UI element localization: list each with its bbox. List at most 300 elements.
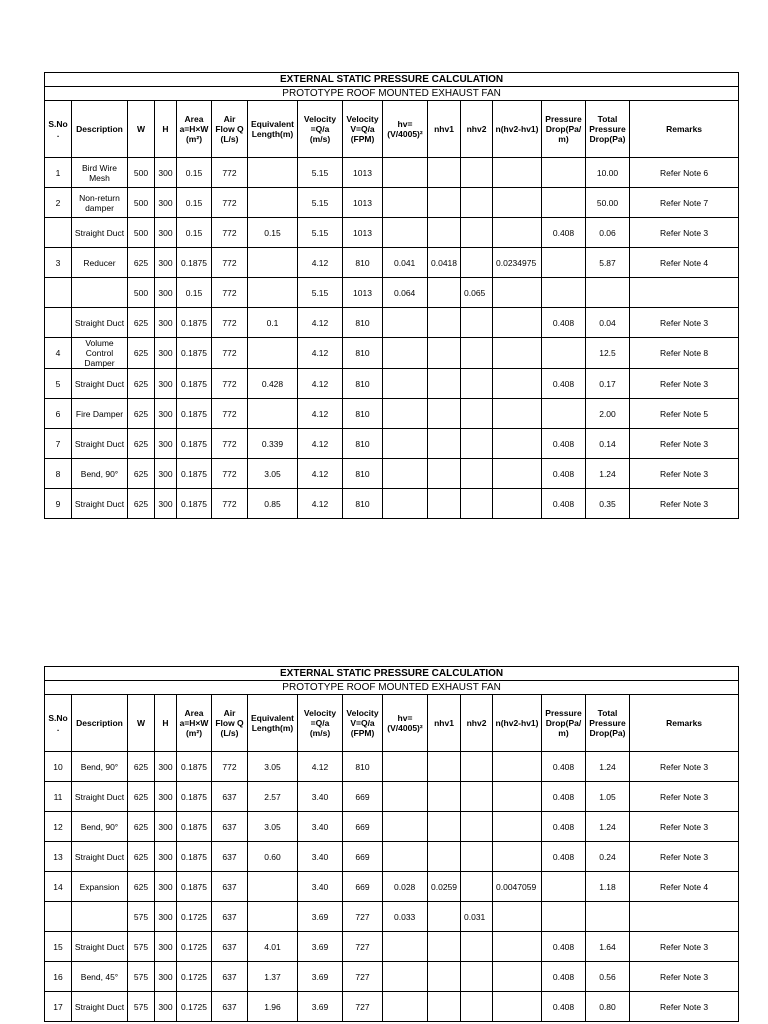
cell-nhv2	[461, 812, 493, 842]
column-header-text: Total Pressure Drop(Pa)	[589, 708, 626, 738]
cell-description: Bend, 45°	[72, 962, 128, 992]
cell-w: 575	[128, 992, 155, 1022]
cell-area: 0.1725	[177, 902, 212, 932]
column-header-hv	[383, 101, 428, 158]
cell-total-pressure-drop: 1.24	[586, 459, 630, 489]
table-subtitle: PROTOTYPE ROOF MOUNTED EXHAUST FAN	[45, 681, 739, 695]
cell-velocity-fpm: 1013	[343, 188, 383, 218]
column-header-text: Air Flow Q (L/s)	[215, 114, 244, 144]
cell-nhv1	[428, 218, 461, 248]
cell-h: 300	[155, 369, 177, 399]
column-header-text: nhv1	[434, 718, 454, 728]
cell-area: 0.1725	[177, 992, 212, 1022]
cell-h: 300	[155, 399, 177, 429]
cell-w: 625	[128, 812, 155, 842]
cell-area: 0.1875	[177, 782, 212, 812]
cell-total-pressure-drop: 1.18	[586, 872, 630, 902]
cell-h: 300	[155, 872, 177, 902]
cell-h: 300	[155, 812, 177, 842]
cell-nhv2	[461, 248, 493, 278]
cell-n-hv2-hv1	[493, 459, 542, 489]
cell-description: Straight Duct	[72, 932, 128, 962]
cell-pressure-drop	[542, 902, 586, 932]
cell-nhv1	[428, 429, 461, 459]
column-header-nhv2	[461, 101, 493, 158]
cell-velocity-fpm: 727	[343, 902, 383, 932]
cell-nhv2	[461, 962, 493, 992]
cell-hv: 0.033	[383, 902, 428, 932]
cell-description: Expansion	[72, 872, 128, 902]
cell-sno: 11	[45, 782, 72, 812]
column-header-area	[177, 695, 212, 752]
cell-n-hv2-hv1	[493, 842, 542, 872]
cell-nhv2	[461, 932, 493, 962]
cell-equivalent-length	[248, 278, 298, 308]
cell-equivalent-length	[248, 248, 298, 278]
column-header-sno	[45, 695, 72, 752]
cell-remarks: Refer Note 7	[630, 188, 739, 218]
cell-nhv2	[461, 429, 493, 459]
cell-sno: 5	[45, 369, 72, 399]
cell-h: 300	[155, 188, 177, 218]
cell-hv	[383, 158, 428, 188]
cell-velocity-fpm: 810	[343, 399, 383, 429]
cell-nhv1	[428, 902, 461, 932]
cell-remarks: Refer Note 3	[630, 489, 739, 519]
cell-description: Straight Duct	[72, 218, 128, 248]
cell-air-flow: 637	[212, 872, 248, 902]
cell-nhv2	[461, 459, 493, 489]
cell-velocity-ms: 4.12	[298, 248, 343, 278]
column-header-velocity-ms	[298, 101, 343, 158]
cell-w: 625	[128, 842, 155, 872]
column-header-text: Equivalent Length(m)	[251, 119, 294, 139]
cell-air-flow: 772	[212, 278, 248, 308]
cell-n-hv2-hv1	[493, 902, 542, 932]
column-header-remarks	[630, 695, 739, 752]
cell-velocity-fpm: 727	[343, 992, 383, 1022]
cell-nhv2: 0.031	[461, 902, 493, 932]
cell-sno	[45, 308, 72, 338]
cell-w: 625	[128, 489, 155, 519]
table-row	[45, 932, 739, 962]
cell-total-pressure-drop: 10.00	[586, 158, 630, 188]
cell-description: Straight Duct	[72, 369, 128, 399]
cell-n-hv2-hv1	[493, 218, 542, 248]
cell-remarks: Refer Note 3	[630, 782, 739, 812]
cell-velocity-ms: 3.69	[298, 902, 343, 932]
cell-equivalent-length	[248, 338, 298, 369]
column-header-text: hv= (V/4005)²	[387, 119, 423, 139]
cell-hv	[383, 782, 428, 812]
cell-remarks: Refer Note 3	[630, 812, 739, 842]
table-row	[45, 218, 739, 248]
table-row	[45, 158, 739, 188]
cell-nhv1	[428, 992, 461, 1022]
cell-pressure-drop: 0.408	[542, 459, 586, 489]
cell-n-hv2-hv1	[493, 429, 542, 459]
cell-velocity-ms: 3.69	[298, 962, 343, 992]
cell-velocity-ms: 3.69	[298, 992, 343, 1022]
cell-air-flow: 772	[212, 308, 248, 338]
cell-hv	[383, 752, 428, 782]
cell-nhv1	[428, 399, 461, 429]
cell-remarks: Refer Note 3	[630, 932, 739, 962]
cell-area: 0.1875	[177, 429, 212, 459]
cell-nhv1	[428, 489, 461, 519]
column-header-n-hv2-hv1	[493, 101, 542, 158]
cell-velocity-ms: 5.15	[298, 218, 343, 248]
cell-nhv2	[461, 992, 493, 1022]
cell-nhv1	[428, 158, 461, 188]
cell-velocity-fpm: 1013	[343, 218, 383, 248]
cell-velocity-ms: 4.12	[298, 338, 343, 369]
column-header-area	[177, 101, 212, 158]
cell-w: 625	[128, 872, 155, 902]
column-header-text: Velocity =Q/a (m/s)	[303, 114, 337, 144]
cell-nhv1	[428, 962, 461, 992]
cell-hv	[383, 218, 428, 248]
column-header-text: n(hv2-hv1)	[495, 718, 539, 728]
table-row	[45, 782, 739, 812]
cell-w: 625	[128, 459, 155, 489]
table-title: EXTERNAL STATIC PRESSURE CALCULATION	[45, 667, 739, 681]
cell-remarks	[630, 902, 739, 932]
cell-nhv1	[428, 308, 461, 338]
column-header-remarks	[630, 101, 739, 158]
cell-equivalent-length: 1.37	[248, 962, 298, 992]
cell-velocity-fpm: 810	[343, 338, 383, 369]
cell-h: 300	[155, 902, 177, 932]
cell-w: 575	[128, 902, 155, 932]
cell-air-flow: 637	[212, 932, 248, 962]
cell-w: 575	[128, 932, 155, 962]
cell-air-flow: 772	[212, 459, 248, 489]
cell-description: Fire Damper	[72, 399, 128, 429]
cell-nhv2	[461, 489, 493, 519]
cell-remarks: Refer Note 3	[630, 459, 739, 489]
column-header-text: Pressure Drop(Pa/ m)	[545, 708, 582, 738]
cell-nhv1	[428, 369, 461, 399]
cell-nhv2	[461, 338, 493, 369]
cell-area: 0.1875	[177, 489, 212, 519]
cell-description: Non-return damper	[72, 188, 128, 218]
cell-air-flow: 772	[212, 248, 248, 278]
cell-total-pressure-drop: 1.24	[586, 812, 630, 842]
cell-air-flow: 772	[212, 489, 248, 519]
table-subtitle: PROTOTYPE ROOF MOUNTED EXHAUST FAN	[45, 87, 739, 101]
cell-h: 300	[155, 338, 177, 369]
table-row	[45, 992, 739, 1022]
cell-nhv2	[461, 752, 493, 782]
column-header-text: nhv1	[434, 124, 454, 134]
cell-remarks: Refer Note 6	[630, 158, 739, 188]
cell-w: 625	[128, 429, 155, 459]
cell-n-hv2-hv1: 0.0047059	[493, 872, 542, 902]
cell-pressure-drop: 0.408	[542, 812, 586, 842]
cell-pressure-drop: 0.408	[542, 932, 586, 962]
cell-area: 0.1875	[177, 752, 212, 782]
column-header-text: Remarks	[666, 718, 703, 728]
cell-sno: 13	[45, 842, 72, 872]
cell-sno: 10	[45, 752, 72, 782]
cell-velocity-ms: 3.40	[298, 782, 343, 812]
cell-velocity-fpm: 810	[343, 248, 383, 278]
cell-nhv1	[428, 188, 461, 218]
table-row	[45, 962, 739, 992]
column-header-hv	[383, 695, 428, 752]
cell-area: 0.1875	[177, 399, 212, 429]
table-row	[45, 902, 739, 932]
table-title: EXTERNAL STATIC PRESSURE CALCULATION	[45, 73, 739, 87]
column-header-text: S.No .	[48, 713, 68, 733]
cell-w: 500	[128, 218, 155, 248]
cell-sno: 6	[45, 399, 72, 429]
cell-total-pressure-drop: 0.35	[586, 489, 630, 519]
cell-hv: 0.028	[383, 872, 428, 902]
column-header-equivalent-length	[248, 695, 298, 752]
cell-remarks: Refer Note 4	[630, 248, 739, 278]
cell-velocity-fpm: 1013	[343, 278, 383, 308]
column-header-text: W	[136, 124, 146, 134]
cell-total-pressure-drop: 5.87	[586, 248, 630, 278]
cell-hv	[383, 932, 428, 962]
cell-velocity-fpm: 1013	[343, 158, 383, 188]
cell-hv	[383, 992, 428, 1022]
cell-h: 300	[155, 752, 177, 782]
cell-velocity-ms: 4.12	[298, 369, 343, 399]
cell-pressure-drop: 0.408	[542, 962, 586, 992]
cell-equivalent-length: 0.339	[248, 429, 298, 459]
cell-pressure-drop	[542, 338, 586, 369]
column-header-h	[155, 101, 177, 158]
cell-equivalent-length: 3.05	[248, 752, 298, 782]
cell-area: 0.1725	[177, 962, 212, 992]
cell-description: Straight Duct	[72, 782, 128, 812]
column-header-description	[72, 695, 128, 752]
cell-h: 300	[155, 842, 177, 872]
column-header-description	[72, 101, 128, 158]
cell-air-flow: 637	[212, 902, 248, 932]
cell-nhv2	[461, 158, 493, 188]
cell-velocity-ms: 3.40	[298, 842, 343, 872]
cell-area: 0.1875	[177, 459, 212, 489]
column-header-text: nhv2	[466, 124, 487, 134]
cell-equivalent-length: 0.15	[248, 218, 298, 248]
table-row	[45, 429, 739, 459]
cell-pressure-drop: 0.408	[542, 369, 586, 399]
cell-velocity-ms: 4.12	[298, 399, 343, 429]
column-header-velocity-fpm	[343, 695, 383, 752]
cell-hv	[383, 399, 428, 429]
cell-pressure-drop: 0.408	[542, 308, 586, 338]
cell-velocity-fpm: 810	[343, 752, 383, 782]
cell-remarks: Refer Note 3	[630, 429, 739, 459]
cell-nhv1	[428, 278, 461, 308]
cell-w: 625	[128, 248, 155, 278]
cell-velocity-ms: 3.69	[298, 932, 343, 962]
cell-description	[72, 278, 128, 308]
header-row	[45, 101, 739, 158]
cell-equivalent-length: 4.01	[248, 932, 298, 962]
cell-pressure-drop	[542, 188, 586, 218]
table-row	[45, 399, 739, 429]
column-header-velocity-ms	[298, 695, 343, 752]
column-header-w	[128, 695, 155, 752]
table-row	[45, 752, 739, 782]
cell-air-flow: 772	[212, 369, 248, 399]
cell-velocity-ms: 3.40	[298, 872, 343, 902]
cell-n-hv2-hv1: 0.0234975	[493, 248, 542, 278]
table-row	[45, 248, 739, 278]
column-header-text: Area a=H×W (m²)	[179, 114, 209, 144]
cell-velocity-ms: 5.15	[298, 188, 343, 218]
cell-nhv2	[461, 782, 493, 812]
cell-air-flow: 772	[212, 218, 248, 248]
cell-velocity-ms: 3.40	[298, 812, 343, 842]
table-row	[45, 842, 739, 872]
table-row	[45, 489, 739, 519]
cell-h: 300	[155, 932, 177, 962]
cell-w: 500	[128, 278, 155, 308]
cell-h: 300	[155, 962, 177, 992]
cell-air-flow: 772	[212, 752, 248, 782]
cell-hv	[383, 812, 428, 842]
cell-area: 0.1875	[177, 308, 212, 338]
column-header-total-pressure-drop	[586, 695, 630, 752]
column-header-text: Remarks	[666, 124, 703, 134]
cell-air-flow: 772	[212, 338, 248, 369]
cell-equivalent-length: 0.1	[248, 308, 298, 338]
cell-nhv1	[428, 932, 461, 962]
cell-description	[72, 902, 128, 932]
cell-sno: 9	[45, 489, 72, 519]
cell-air-flow: 637	[212, 992, 248, 1022]
cell-hv	[383, 369, 428, 399]
cell-air-flow: 772	[212, 429, 248, 459]
cell-w: 625	[128, 308, 155, 338]
cell-h: 300	[155, 218, 177, 248]
cell-description: Bend, 90°	[72, 812, 128, 842]
cell-w: 625	[128, 369, 155, 399]
pressure-table-1	[44, 72, 739, 519]
cell-velocity-fpm: 669	[343, 842, 383, 872]
cell-description: Bend, 90°	[72, 459, 128, 489]
cell-velocity-ms: 4.12	[298, 752, 343, 782]
cell-nhv1	[428, 812, 461, 842]
cell-velocity-fpm: 810	[343, 489, 383, 519]
cell-air-flow: 637	[212, 812, 248, 842]
cell-remarks: Refer Note 8	[630, 338, 739, 369]
cell-velocity-fpm: 669	[343, 782, 383, 812]
cell-n-hv2-hv1	[493, 932, 542, 962]
table-row	[45, 459, 739, 489]
column-header-w	[128, 101, 155, 158]
cell-description: Straight Duct	[72, 992, 128, 1022]
cell-nhv1: 0.0259	[428, 872, 461, 902]
cell-sno: 17	[45, 992, 72, 1022]
column-header-n-hv2-hv1	[493, 695, 542, 752]
column-header-text: Description	[76, 124, 123, 134]
cell-air-flow: 772	[212, 188, 248, 218]
cell-total-pressure-drop: 0.04	[586, 308, 630, 338]
table-row	[45, 188, 739, 218]
cell-n-hv2-hv1	[493, 752, 542, 782]
cell-sno: 14	[45, 872, 72, 902]
column-header-nhv2	[461, 695, 493, 752]
cell-pressure-drop	[542, 248, 586, 278]
cell-total-pressure-drop: 0.80	[586, 992, 630, 1022]
cell-h: 300	[155, 158, 177, 188]
cell-velocity-fpm: 669	[343, 872, 383, 902]
cell-hv	[383, 338, 428, 369]
cell-hv	[383, 842, 428, 872]
cell-w: 625	[128, 752, 155, 782]
cell-equivalent-length	[248, 902, 298, 932]
cell-hv	[383, 188, 428, 218]
cell-pressure-drop	[542, 872, 586, 902]
cell-remarks: Refer Note 3	[630, 218, 739, 248]
cell-area: 0.15	[177, 218, 212, 248]
cell-nhv1	[428, 338, 461, 369]
cell-nhv2	[461, 399, 493, 429]
cell-n-hv2-hv1	[493, 992, 542, 1022]
column-header-text: nhv2	[466, 718, 487, 728]
cell-w: 575	[128, 962, 155, 992]
cell-nhv2	[461, 369, 493, 399]
cell-hv	[383, 429, 428, 459]
cell-area: 0.1875	[177, 872, 212, 902]
cell-nhv2	[461, 188, 493, 218]
cell-remarks: Refer Note 3	[630, 842, 739, 872]
cell-velocity-ms: 5.15	[298, 158, 343, 188]
cell-velocity-fpm: 669	[343, 812, 383, 842]
cell-equivalent-length: 3.05	[248, 459, 298, 489]
cell-total-pressure-drop: 0.06	[586, 218, 630, 248]
cell-n-hv2-hv1	[493, 369, 542, 399]
cell-equivalent-length: 0.60	[248, 842, 298, 872]
cell-air-flow: 637	[212, 962, 248, 992]
cell-total-pressure-drop: 1.64	[586, 932, 630, 962]
cell-hv	[383, 962, 428, 992]
column-header-text: W	[136, 718, 146, 728]
cell-equivalent-length	[248, 872, 298, 902]
cell-velocity-ms: 5.15	[298, 278, 343, 308]
cell-sno: 4	[45, 338, 72, 369]
cell-hv: 0.064	[383, 278, 428, 308]
cell-description: Bend, 90°	[72, 752, 128, 782]
column-header-text: Velocity =Q/a (m/s)	[303, 708, 337, 738]
cell-remarks: Refer Note 3	[630, 752, 739, 782]
column-header-sno	[45, 101, 72, 158]
cell-area: 0.15	[177, 278, 212, 308]
column-header-text: Area a=H×W (m²)	[179, 708, 209, 738]
cell-area: 0.1875	[177, 369, 212, 399]
cell-remarks: Refer Note 3	[630, 308, 739, 338]
cell-sno: 2	[45, 188, 72, 218]
cell-area: 0.1875	[177, 812, 212, 842]
cell-equivalent-length: 0.85	[248, 489, 298, 519]
cell-n-hv2-hv1	[493, 308, 542, 338]
cell-pressure-drop	[542, 399, 586, 429]
cell-n-hv2-hv1	[493, 782, 542, 812]
cell-nhv2	[461, 872, 493, 902]
cell-h: 300	[155, 308, 177, 338]
cell-description: Straight Duct	[72, 429, 128, 459]
cell-hv: 0.041	[383, 248, 428, 278]
cell-description: Straight Duct	[72, 489, 128, 519]
cell-sno: 1	[45, 158, 72, 188]
